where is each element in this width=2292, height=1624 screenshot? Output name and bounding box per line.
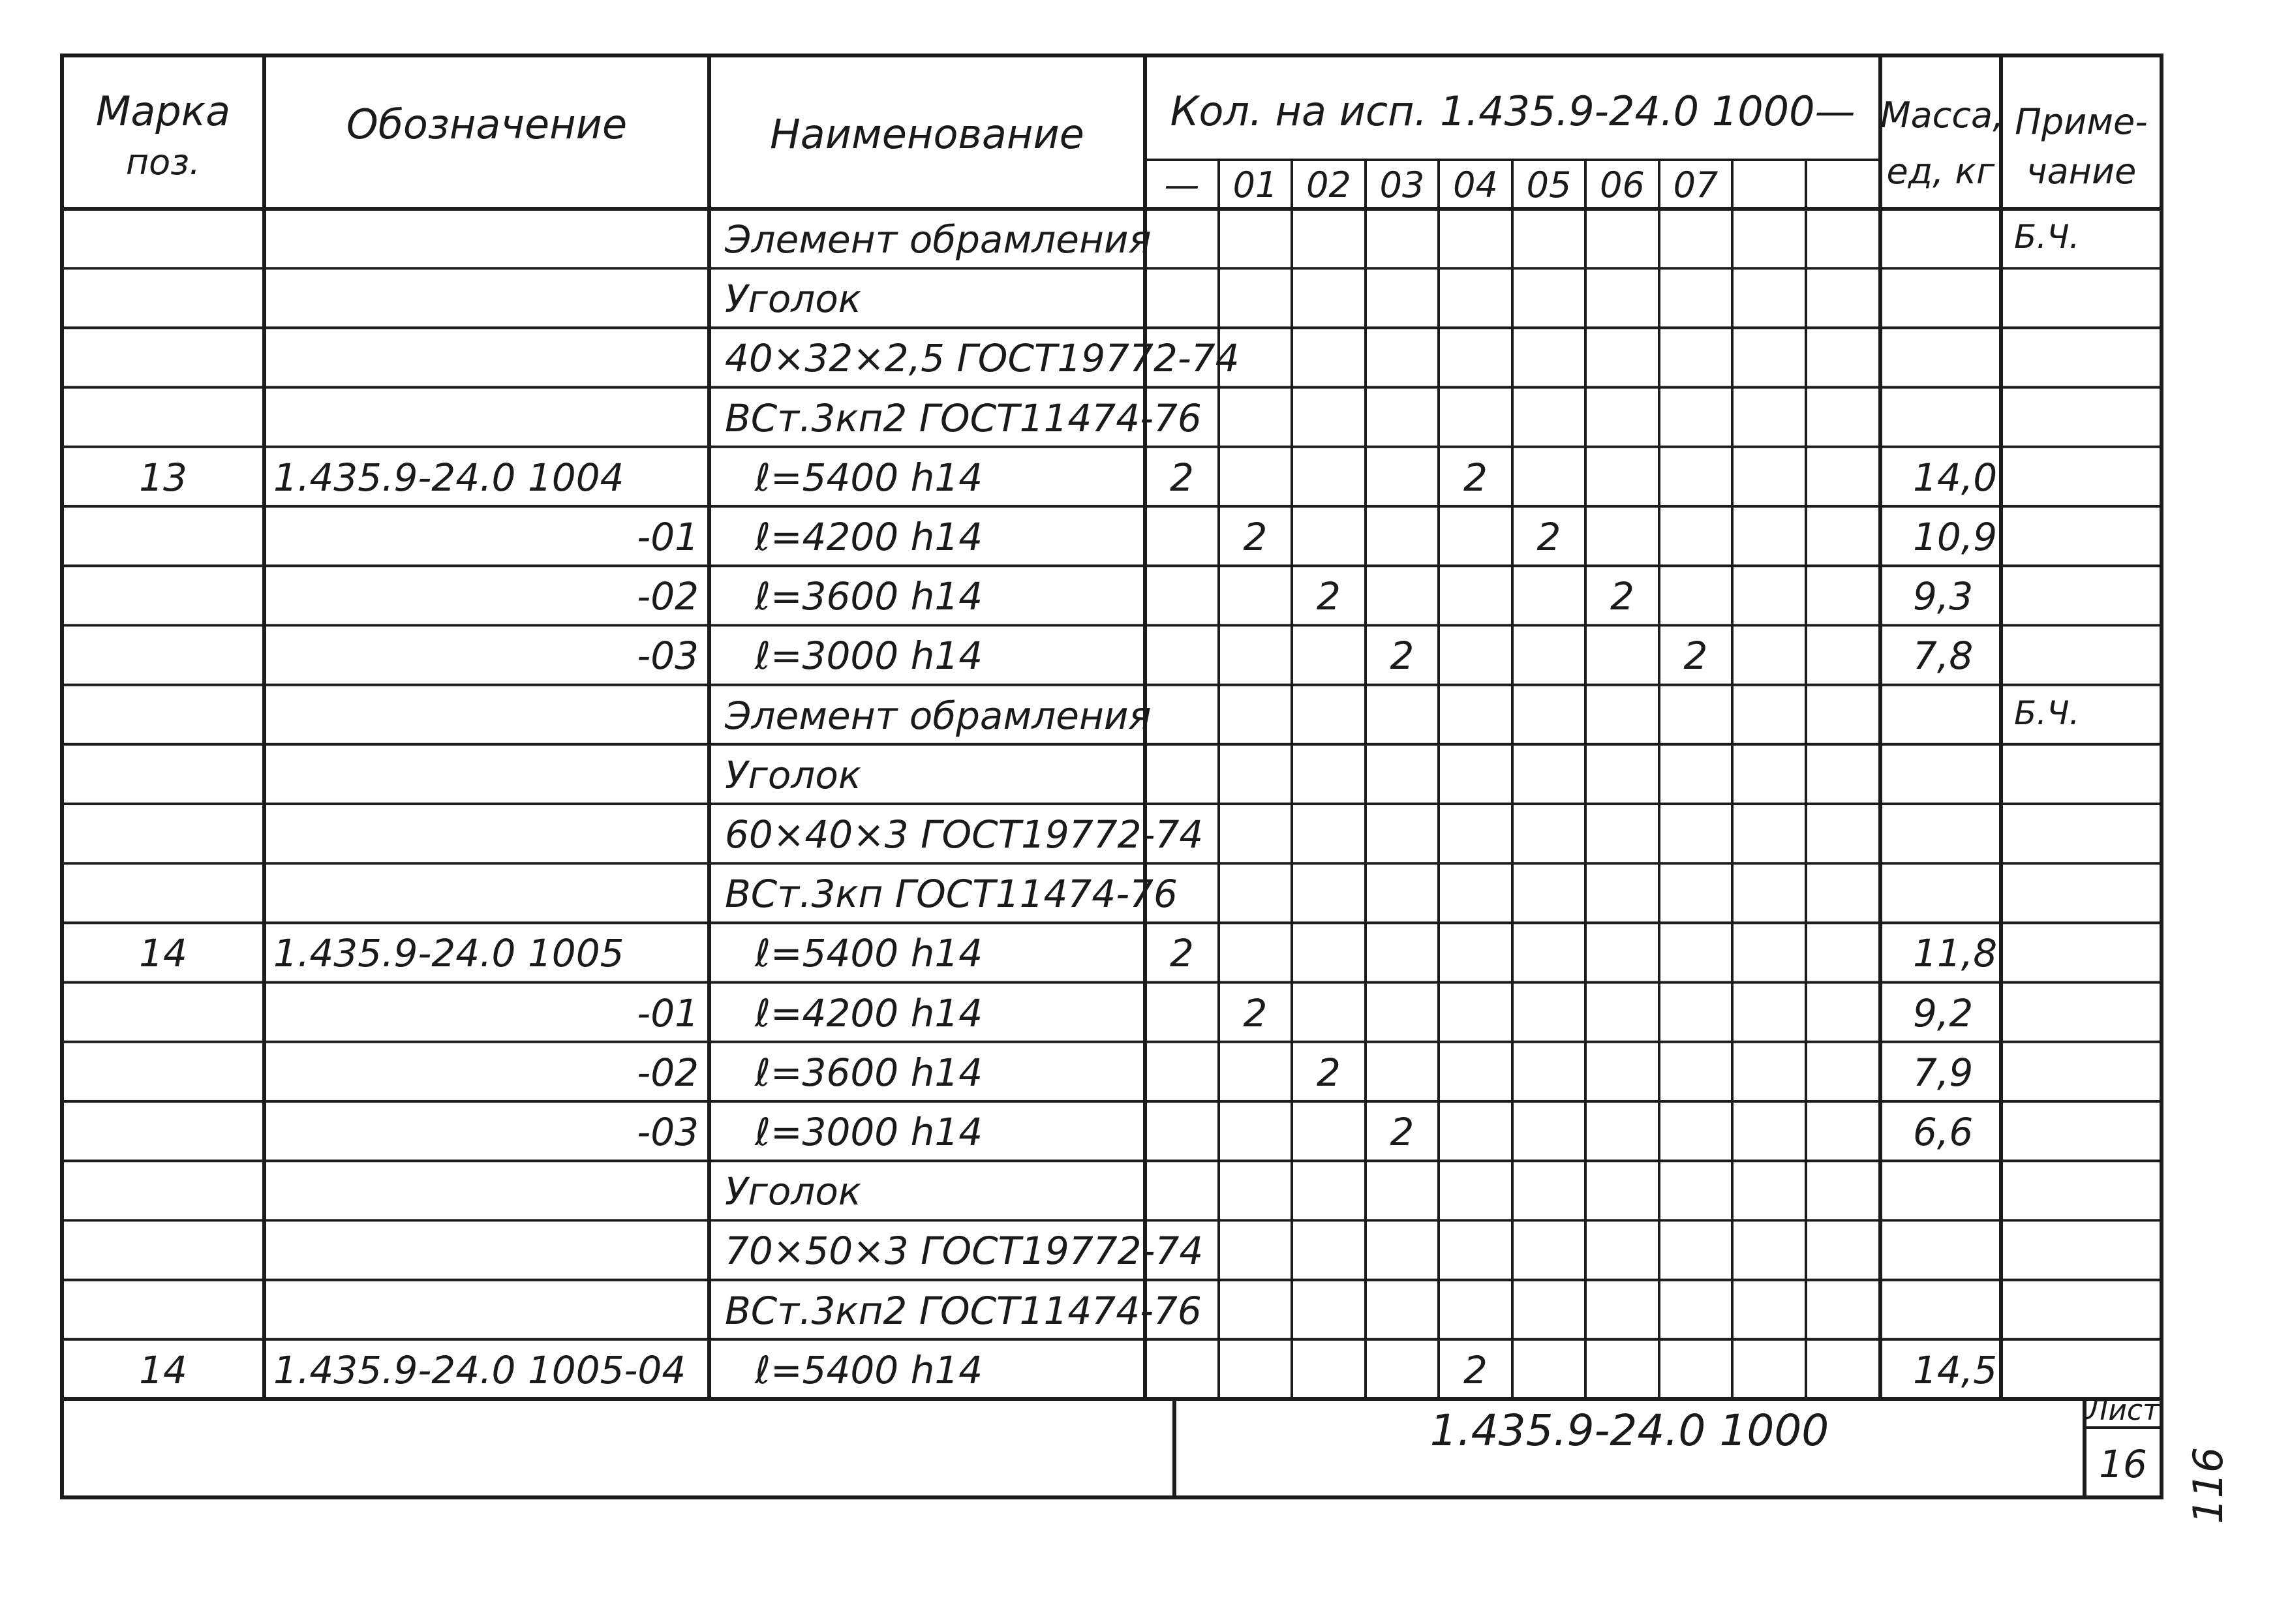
row-designation: -01 <box>637 990 699 1035</box>
margin-page-number: 116 <box>2184 1447 2232 1524</box>
row-mass: 7,9 <box>1913 1050 1974 1095</box>
row-name: ВСт.3кп ГОСТ11474-76 <box>725 872 1178 917</box>
row-mass: 11,8 <box>1913 931 1998 976</box>
sheet-label: Лист <box>2086 1394 2160 1427</box>
header-note-line2: чание <box>2026 151 2137 192</box>
row-qty-6: 2 <box>1610 574 1634 619</box>
row-name: ВСт.3кп2 ГОСТ11474-76 <box>725 1288 1202 1333</box>
row-mark: 13 <box>139 455 187 500</box>
row-designation: 1.435.9-24.0 1005 <box>273 931 624 976</box>
row-mark: 14 <box>139 931 187 976</box>
header-qty-title: Кол. на исп. 1.435.9-24.0 1000— <box>1170 87 1856 135</box>
row-name: ℓ=5400 h14 <box>755 931 983 976</box>
row-qty-7: 2 <box>1683 634 1708 679</box>
header-mass-line2: ед, кг <box>1886 151 1995 192</box>
row-qty-4: 2 <box>1463 455 1488 500</box>
row-mass: 14,5 <box>1913 1347 1998 1392</box>
header-note-line1: Приме- <box>2015 101 2148 142</box>
row-qty-1: 2 <box>1243 515 1268 559</box>
header-variant-6: 06 <box>1600 164 1645 206</box>
header-variant-0: — <box>1164 164 1200 206</box>
row-mass: 9,2 <box>1913 990 1974 1035</box>
row-qty-4: 2 <box>1463 1347 1488 1392</box>
row-note: Б.Ч. <box>2014 218 2080 256</box>
row-mark: 14 <box>139 1347 187 1392</box>
header-variant-4: 04 <box>1453 164 1498 206</box>
row-qty-2: 2 <box>1317 574 1341 619</box>
row-designation: -03 <box>637 634 699 679</box>
sheet-number: 16 <box>2099 1442 2147 1486</box>
row-name: 40×32×2,5 ГОСТ19772-74 <box>725 336 1240 381</box>
row-name: Уголок <box>725 752 861 797</box>
row-qty-3: 2 <box>1390 634 1414 679</box>
row-qty-2: 2 <box>1317 1050 1341 1095</box>
row-name: ℓ=5400 h14 <box>755 1347 983 1392</box>
row-name: ℓ=4200 h14 <box>755 515 983 559</box>
row-name: ℓ=4200 h14 <box>755 990 983 1035</box>
header-variant-7: 07 <box>1673 164 1719 206</box>
row-designation: 1.435.9-24.0 1004 <box>273 455 624 500</box>
row-name: Уголок <box>725 1169 861 1214</box>
header-variant-2: 02 <box>1306 164 1351 206</box>
row-name: 70×50×3 ГОСТ19772-74 <box>725 1229 1204 1274</box>
row-name: ℓ=3000 h14 <box>755 1110 983 1154</box>
row-mass: 9,3 <box>1913 574 1974 619</box>
row-name: Уголок <box>725 277 861 322</box>
row-designation: -03 <box>637 1110 699 1154</box>
header-mass-line1: Масса, <box>1880 95 2004 136</box>
row-designation: 1.435.9-24.0 1005-04 <box>273 1347 686 1392</box>
row-name: Элемент обрамления <box>725 693 1152 738</box>
row-qty-0: 2 <box>1170 455 1194 500</box>
row-qty-3: 2 <box>1390 1110 1414 1154</box>
row-mass: 14,0 <box>1913 455 1998 500</box>
row-mass: 6,6 <box>1913 1110 1974 1154</box>
row-qty-1: 2 <box>1243 990 1268 1035</box>
row-designation: -02 <box>637 1050 699 1095</box>
row-name: ℓ=3000 h14 <box>755 634 983 679</box>
header-designation: Обозначение <box>346 100 628 148</box>
row-name: 60×40×3 ГОСТ19772-74 <box>725 812 1204 857</box>
row-qty-0: 2 <box>1170 931 1194 976</box>
row-qty-5: 2 <box>1536 515 1561 559</box>
row-designation: -02 <box>637 574 699 619</box>
row-name: ℓ=5400 h14 <box>755 455 983 500</box>
header-name: Наименование <box>770 110 1084 158</box>
header-variant-5: 05 <box>1526 164 1572 206</box>
row-name: ℓ=3600 h14 <box>755 1050 983 1095</box>
row-mass: 10,9 <box>1913 515 1998 559</box>
row-name: Элемент обрамления <box>725 217 1152 262</box>
row-name: ℓ=3600 h14 <box>755 574 983 619</box>
document-code: 1.435.9-24.0 1000 <box>1429 1405 1829 1456</box>
row-designation: -01 <box>637 515 699 559</box>
row-name: ВСт.3кп2 ГОСТ11474-76 <box>725 395 1202 440</box>
header-mark-line2: поз. <box>125 142 201 183</box>
header-variant-3: 03 <box>1379 164 1425 206</box>
row-mass: 7,8 <box>1913 634 1974 679</box>
header-variant-1: 01 <box>1232 164 1278 206</box>
header-mark-line1: Марка <box>95 87 231 135</box>
row-note: Б.Ч. <box>2014 694 2080 732</box>
